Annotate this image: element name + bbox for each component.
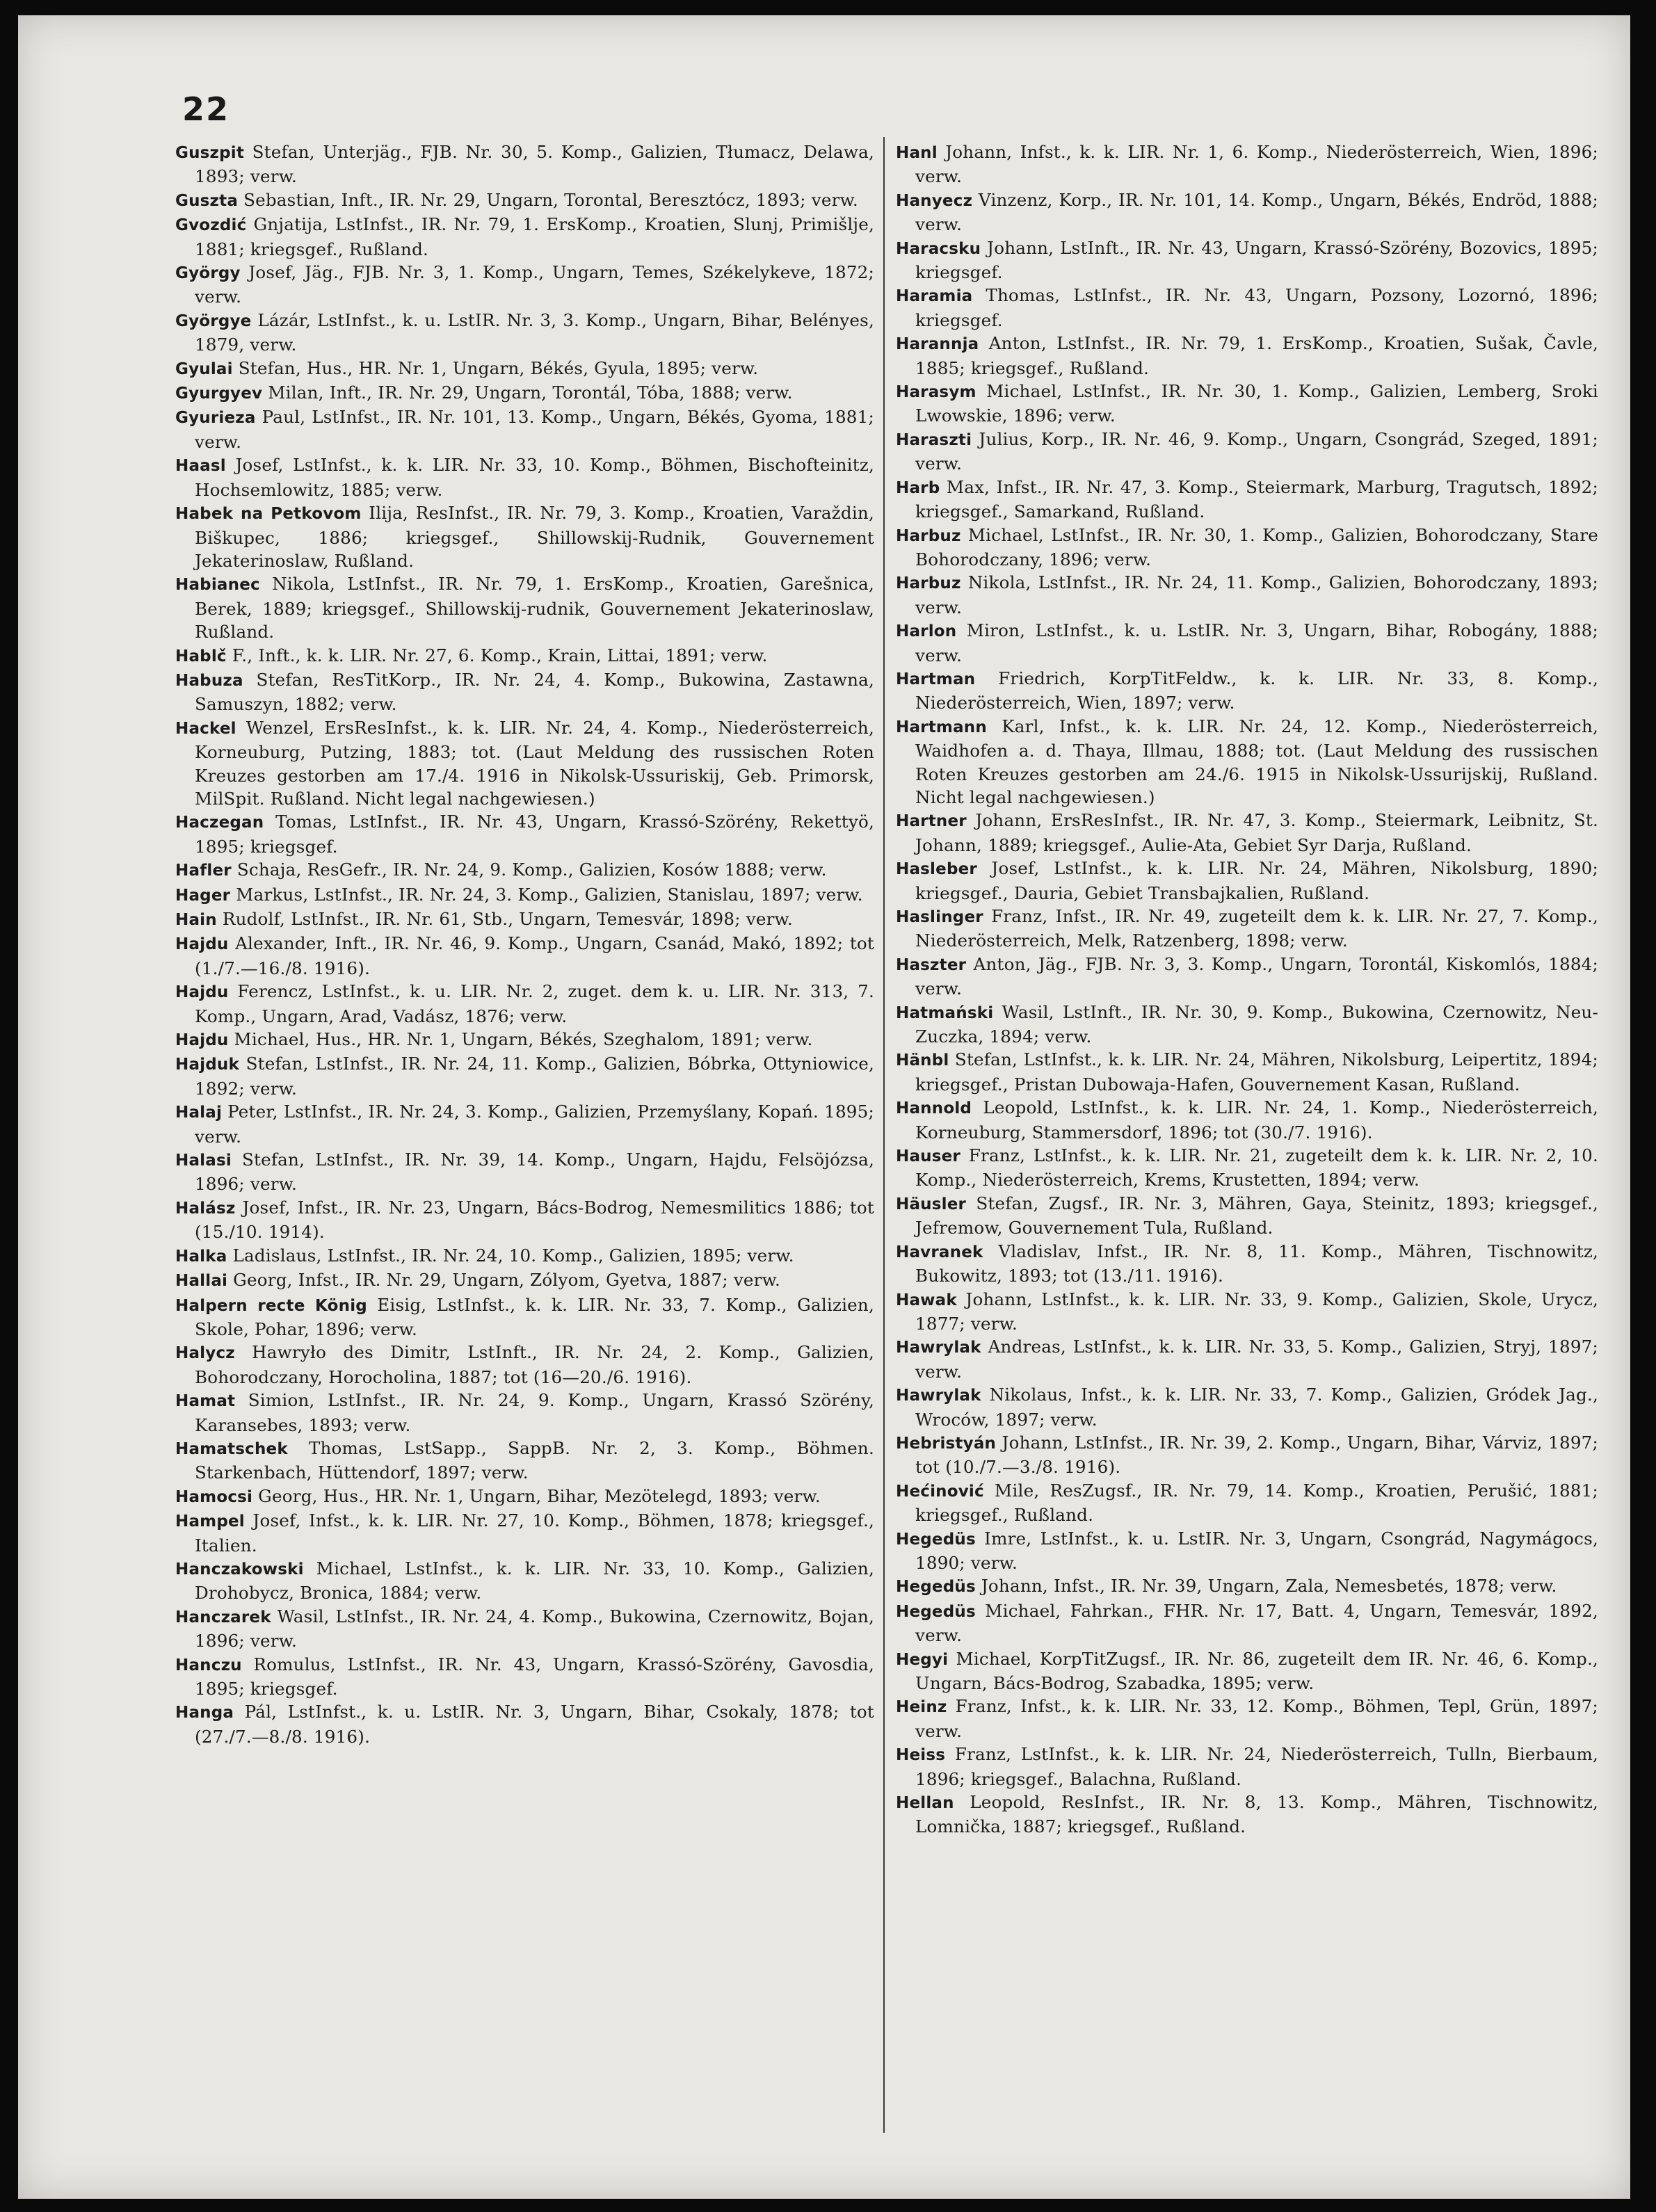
register-entry <box>175 644 874 668</box>
entry-surname: Hauser <box>896 1147 960 1166</box>
entry-details: Markus, LstInfst., IR. Nr. 24, 3. Komp., Galizien, Stanislau, 1897; verw. <box>230 884 863 905</box>
entry-details: Wasil, LstInfst., IR. Nr. 24, 4. Komp., Bukowina, Czernowitz, Bojan, 1896; verw. <box>195 1606 874 1652</box>
entry-surname: Hanyecz <box>896 191 973 210</box>
entry-details: Leopold, ResInfst., IR. Nr. 8, 13. Komp., Mähren, Tischnowitz, Lomnička, 1887; kriegsgef., Rußland. <box>915 1792 1598 1837</box>
register-entry <box>175 1557 874 1605</box>
entry-surname: Hatmański <box>896 1003 994 1022</box>
register-entry <box>896 188 1598 236</box>
entry-surname: Hartman <box>896 670 976 688</box>
entry-surname: Harbuz <box>896 574 961 593</box>
entry-details: Vladislav, Infst., IR. Nr. 8, 11. Komp., Mähren, Tischnowitz, Bukowitz, 1893; tot (13./11. 1916). <box>915 1241 1598 1286</box>
entry-surname: Hajdu <box>175 935 229 954</box>
entry-details: Gnjatija, LstInfst., IR. Nr. 79, 1. ErsKomp., Kroatien, Slunj, Primišlje, 1881; kriegsgef., Rußland. <box>195 214 874 259</box>
register-entry <box>175 1100 874 1148</box>
entry-details: Michael, LstInfst., IR. Nr. 30, 1. Komp., Galizien, Lemberg, Sroki Lwowskie, 1896; verw. <box>915 381 1598 426</box>
entry-details: Johann, Infst., IR. Nr. 39, Ungarn, Zala, Nemesbetés, 1878; verw. <box>975 1576 1557 1597</box>
entry-details: Julius, Korp., IR. Nr. 46, 9. Komp., Ungarn, Csongrád, Szeged, 1891; verw. <box>915 428 1598 474</box>
register-entry <box>896 1431 1598 1479</box>
entry-surname: Guszta <box>175 191 239 210</box>
register-entry <box>175 309 874 357</box>
entry-surname: Hallai <box>175 1272 228 1291</box>
entry-surname: Gyulai <box>175 360 233 378</box>
entry-details: Simion, LstInfst., IR. Nr. 24, 9. Komp., Ungarn, Krassó Szörény, Karansebes, 1893; verw. <box>195 1390 874 1435</box>
register-entry <box>896 1527 1598 1575</box>
entry-surname: Hanga <box>175 1704 234 1722</box>
entry-surname: Hegedüs <box>896 1530 976 1549</box>
entry-surname: Hamat <box>175 1392 236 1411</box>
entry-surname: Haczegan <box>175 814 264 832</box>
entry-surname: Halycz <box>175 1344 235 1363</box>
entry-surname: Hager <box>175 886 231 905</box>
entry-surname: Haracsku <box>896 239 981 258</box>
register-entry <box>175 980 874 1028</box>
register-entry <box>175 1653 874 1701</box>
entry-surname: Haszter <box>896 955 967 974</box>
entry-surname: Hafler <box>175 862 232 880</box>
entry-surname: Hannold <box>896 1099 972 1118</box>
entry-details: Wasil, LstInft., IR. Nr. 30, 9. Komp., Bukowina, Czernowitz, Neu-Zuczka, 1894; verw. <box>915 1001 1598 1047</box>
register-entry <box>896 476 1598 524</box>
entry-details: Paul, LstInfst., IR. Nr. 101, 13. Komp., Ungarn, Békés, Gyoma, 1881; verw. <box>195 407 874 452</box>
entry-details: Anton, LstInfst., IR. Nr. 79, 1. ErsKomp., Kroatien, Sušak, Čavle, 1885; kriegsgef., Rußland. <box>915 333 1598 378</box>
register-entry <box>896 380 1598 428</box>
entry-details: Stefan, LstInfst., IR. Nr. 39, 14. Komp., Ungarn, Hajdu, Felsöjózsa, 1896; verw. <box>195 1149 874 1195</box>
register-entry <box>896 428 1598 476</box>
register-entry <box>896 1048 1598 1096</box>
entry-surname: Harasym <box>896 383 976 402</box>
entry-surname: Hanl <box>896 144 938 162</box>
entry-surname: Hebristyán <box>896 1434 997 1453</box>
register-entry <box>896 619 1598 667</box>
entry-details: Schaja, ResGefr., IR. Nr. 24, 9. Komp., Galizien, Kosów 1888; verw. <box>231 859 827 880</box>
entry-details: Andreas, LstInfst., k. k. LIR. Nr. 33, 5. Komp., Galizien, Stryj, 1897; verw. <box>915 1337 1598 1382</box>
entry-details: Josef, LstInfst., k. k. LIR. Nr. 24, Mähren, Nikolsburg, 1890; kriegsgef., Dauria, Gebiet Transbajkalien, Rußland. <box>915 858 1598 903</box>
entry-surname: Havranek <box>896 1243 983 1261</box>
register-entry <box>175 357 874 381</box>
entry-surname: Hawrylak <box>896 1387 981 1405</box>
register-entry <box>175 261 874 309</box>
entry-surname: Gyurgyev <box>175 385 263 403</box>
entry-details: Milan, Inft., IR. Nr. 29, Ungarn, Torontál, Tóba, 1888; verw. <box>262 382 793 403</box>
entry-details: Josef, Jäg., FJB. Nr. 3, 1. Komp., Ungarn, Temes, Székelykeve, 1872; verw. <box>195 262 874 307</box>
entry-details: Rudolf, LstInfst., IR. Nr. 61, Stb., Ungarn, Temesvár, 1898; verw. <box>216 909 793 929</box>
entry-details: Lázár, LstInfst., k. u. LstIR. Nr. 3, 3. Komp., Ungarn, Bihar, Belényes, 1879, verw. <box>195 309 874 355</box>
register-entry <box>175 381 874 405</box>
entry-surname: Gvozdić <box>175 216 247 235</box>
entry-surname: Haslinger <box>896 908 983 926</box>
register-entry <box>896 1599 1598 1647</box>
entry-details: Stefan, LstInfst., k. k. LIR. Nr. 24, Mähren, Nikolsburg, Leipertitz, 1894; kriegsgef., Pristan Dubowaja-Hafen, Gouvernement Kasan, Rußland. <box>915 1049 1598 1095</box>
entry-details: Michael, LstInfst., IR. Nr. 30, 1. Komp., Galizien, Bohorodczany, Stare Bohorodczany, 1896; verw. <box>915 524 1598 570</box>
register-entry <box>896 1574 1598 1599</box>
entry-surname: Hawak <box>896 1291 957 1309</box>
entry-surname: Halka <box>175 1247 227 1266</box>
register-entry <box>896 332 1598 380</box>
entry-details: Wenzel, ErsResInfst., k. k. LIR. Nr. 24, 4. Komp., Niederösterreich, Korneuburg, Putzing, 1883; tot. (Laut Meldung des russischen Roten Kreuzes gestorben am 17./4. 1916 in Nikolsk-Ussuriskij, Geb. Primorsk, MilSpit. Rußland. Nicht legal nachgewiesen.) <box>195 717 874 809</box>
entry-surname: Gyurieza <box>175 409 256 428</box>
register-entry <box>896 1695 1598 1743</box>
register-entry <box>175 1244 874 1268</box>
entry-details: Johann, LstInfst., k. k. LIR. Nr. 33, 9. Komp., Galizien, Skole, Urycz, 1877; verw. <box>915 1289 1598 1334</box>
entry-surname: György <box>175 264 241 283</box>
register-entry <box>896 571 1598 619</box>
entry-details: Stefan, Zugsf., IR. Nr. 3, Mähren, Gaya, Steinitz, 1893; kriegsgef., Jefremow, Gouvernement Tula, Rußland. <box>915 1193 1598 1238</box>
register-entry <box>896 809 1598 857</box>
entry-surname: Hanczarek <box>175 1608 271 1626</box>
register-entry <box>896 1288 1598 1336</box>
register-entry <box>175 907 874 932</box>
entry-details: Josef, LstInfst., k. k. LIR. Nr. 33, 10. Komp., Böhmen, Bischofteinitz, Hochsemlowitz, 1885; verw. <box>195 455 874 500</box>
register-entry <box>175 188 874 213</box>
book-page <box>18 15 1630 2199</box>
entry-details: Ladislaus, LstInfst., IR. Nr. 24, 10. Komp., Galizien, 1895; verw. <box>227 1245 794 1266</box>
entry-details: Michael, Fahrkan., FHR. Nr. 17, Batt. 4, Ungarn, Temesvár, 1892, verw. <box>915 1600 1598 1646</box>
entry-surname: Hanczakowski <box>175 1560 304 1579</box>
register-entry <box>896 1144 1598 1192</box>
entry-surname: Haramia <box>896 287 973 306</box>
entry-surname: Györgye <box>175 312 252 330</box>
right-column <box>896 140 1598 1839</box>
entry-surname: Hasleber <box>896 860 977 879</box>
entry-details: Franz, LstInfst., k. k. LIR. Nr. 24, Niederösterreich, Tulln, Bierbaum, 1896; kriegsgef., Balachna, Rußland. <box>915 1744 1598 1789</box>
register-entry <box>175 572 874 643</box>
register-entry <box>175 932 874 980</box>
register-entry <box>175 1052 874 1100</box>
register-entry <box>896 1001 1598 1049</box>
register-entry <box>896 1192 1598 1240</box>
entry-surname: Halasi <box>175 1152 232 1170</box>
entry-details: Josef, Infst., k. k. LIR. Nr. 27, 10. Komp., Böhmen, 1878; kriegsgef., Italien. <box>195 1510 874 1556</box>
register-entry <box>896 1383 1598 1431</box>
entry-surname: Haasl <box>175 457 226 476</box>
register-entry <box>175 1605 874 1653</box>
register-entry <box>175 405 874 453</box>
register-entry <box>175 1341 874 1389</box>
entry-surname: Harb <box>896 478 940 497</box>
register-entry <box>896 857 1598 905</box>
entry-surname: Hamatschek <box>175 1439 288 1458</box>
entry-surname: Hackel <box>175 719 236 738</box>
register-entry <box>175 1700 874 1748</box>
register-entry <box>896 1096 1598 1144</box>
register-entry <box>896 1240 1598 1288</box>
entry-surname: Häusler <box>896 1195 967 1213</box>
entry-details: Thomas, LstSapp., SappB. Nr. 2, 3. Komp., Böhmen. Starkenbach, Hüttendorf, 1897; verw. <box>195 1437 874 1483</box>
entry-details: Max, Infst., IR. Nr. 47, 3. Komp., Steiermark, Marburg, Tragutsch, 1892; kriegsgef., Samarkand, Rußland. <box>915 476 1598 522</box>
entry-surname: Hartner <box>896 812 967 831</box>
entry-surname: Harlon <box>896 622 957 641</box>
entry-details: Franz, LstInfst., k. k. LIR. Nr. 21, zugeteilt dem k. k. LIR. Nr. 2, 10. Komp., Niederösterreich, Krems, Krustetten, 1894; verw. <box>915 1145 1598 1190</box>
entry-surname: Hećinović <box>896 1482 984 1501</box>
entry-surname: Hellan <box>896 1794 954 1813</box>
register-entry <box>175 1268 874 1293</box>
register-entry <box>175 1148 874 1196</box>
entry-surname: Habuza <box>175 671 243 690</box>
entry-details: Nikola, LstInfst., IR. Nr. 24, 11. Komp., Galizien, Bohorodczany, 1893; verw. <box>915 572 1598 617</box>
register-entry <box>896 1335 1598 1383</box>
entry-details: Pál, LstInfst., k. u. LstIR. Nr. 3, Ungarn, Bihar, Csokaly, 1878; tot (27./7.—8./8. 1916). <box>195 1702 874 1747</box>
register-entry <box>175 858 874 882</box>
entry-surname: Habek na Petkovom <box>175 505 362 524</box>
entry-details: Michael, Hus., HR. Nr. 1, Ungarn, Békés, Szeghalom, 1891; verw. <box>228 1029 813 1050</box>
entry-details: Friedrich, KorpTitFeldw., k. k. LIR. Nr. 33, 8. Komp., Niederösterreich, Wien, 1897; verw. <box>915 668 1598 713</box>
entry-details: Stefan, Unterjäg., FJB. Nr. 30, 5. Komp., Galizien, Tłumacz, Delawa, 1893; verw. <box>195 142 874 187</box>
entry-surname: Hampel <box>175 1512 245 1531</box>
entry-details: Alexander, Inft., IR. Nr. 46, 9. Komp., Ungarn, Csanád, Makó, 1892; tot (1./7.—16./8. 1916). <box>195 933 874 978</box>
register-entry <box>896 236 1598 284</box>
register-entry <box>175 213 874 261</box>
register-entry <box>896 905 1598 953</box>
entry-details: Georg, Infst., IR. Nr. 29, Ungarn, Zólyom, Gyetva, 1887; verw. <box>227 1270 780 1291</box>
entry-details: Eisig, LstInfst., k. k. LIR. Nr. 33, 7. Komp., Galizien, Skole, Pohar, 1896; verw. <box>195 1294 874 1339</box>
entry-surname: Hawrylak <box>896 1339 981 1357</box>
entry-surname: Habianec <box>175 576 260 595</box>
entry-details: Stefan, ResTitKorp., IR. Nr. 24, 4. Komp., Bukowina, Zastawna, Samuszyn, 1882; verw. <box>195 669 874 715</box>
entry-details: Johann, LstInft., IR. Nr. 43, Ungarn, Krassó-Szörény, Bozovics, 1895; kriegsgef. <box>915 237 1598 283</box>
entry-details: Vinzenz, Korp., IR. Nr. 101, 14. Komp., Ungarn, Békés, Endröd, 1888; verw. <box>915 189 1598 235</box>
column-divider <box>883 137 885 2133</box>
entry-surname: Hajdu <box>175 1031 229 1050</box>
register-entry <box>175 1437 874 1485</box>
entry-details: Franz, Infst., IR. Nr. 49, zugeteilt dem k. k. LIR. Nr. 27, 7. Komp., Niederösterreich, Melk, Ratzenberg, 1898; verw. <box>915 906 1598 951</box>
register-entry <box>175 140 874 188</box>
page-number: 22 <box>182 90 230 128</box>
entry-details: Franz, Infst., k. k. LIR. Nr. 33, 12. Komp., Böhmen, Tepl, Grün, 1897; verw. <box>915 1696 1598 1741</box>
register-entry <box>896 1743 1598 1791</box>
entry-details: Tomas, LstInfst., IR. Nr. 43, Ungarn, Krassó-Szörény, Rekettyö, 1895; kriegsgef. <box>195 812 874 857</box>
entry-surname: Guszpit <box>175 144 245 162</box>
entry-surname: Haraszti <box>896 430 972 449</box>
entry-surname: Hamocsi <box>175 1487 253 1506</box>
entry-details: Thomas, LstInfst., IR. Nr. 43, Ungarn, Pozsony, Lozornó, 1896; kriegsgef. <box>915 285 1598 330</box>
entry-details: Michael, KorpTitZugsf., IR. Nr. 86, zugeteilt dem IR. Nr. 46, 6. Komp., Ungarn, Bács-Bodrog, Szabadka, 1895; verw. <box>915 1648 1598 1693</box>
register-entry <box>896 667 1598 715</box>
entry-details: Sebastian, Inft., IR. Nr. 29, Ungarn, Torontal, Beresztócz, 1893; verw. <box>238 189 858 210</box>
register-entry <box>896 140 1598 188</box>
entry-surname: Hänbl <box>896 1051 949 1070</box>
entry-surname: Heinz <box>896 1698 947 1717</box>
register-entry <box>175 883 874 907</box>
entry-surname: Hanczu <box>175 1656 242 1674</box>
entry-details: Georg, Hus., HR. Nr. 1, Ungarn, Bihar, Mezötelegd, 1893; verw. <box>252 1485 821 1506</box>
entry-surname: Hain <box>175 911 217 929</box>
entry-details: Leopold, LstInfst., k. k. LIR. Nr. 24, 1. Komp., Niederösterreich, Korneuburg, Stammersdorf, 1896; tot (30./7. 1916). <box>915 1097 1598 1143</box>
register-entry <box>175 1028 874 1052</box>
entry-details: Josef, Infst., IR. Nr. 23, Ungarn, Bács-Bodrog, Nemesmilitics 1886; tot (15./10. 1914). <box>195 1197 874 1243</box>
entry-surname: Hablč <box>175 647 227 665</box>
entry-details: Anton, Jäg., FJB. Nr. 3, 3. Komp., Ungarn, Torontál, Kiskomlós, 1884; verw. <box>915 953 1598 999</box>
register-entry <box>175 501 874 572</box>
entry-surname: Harannja <box>896 335 979 354</box>
entry-details: Hawryło des Dimitr, LstInft., IR. Nr. 24, 2. Komp., Galizien, Bohorodczany, Horocholina, 1887; tot (16—20./6. 1916). <box>195 1342 874 1387</box>
entry-surname: Halpern recte König <box>175 1296 367 1315</box>
entry-details: Stefan, LstInfst., IR. Nr. 24, 11. Komp., Galizien, Bóbrka, Ottyniowice, 1892; verw. <box>195 1053 874 1099</box>
register-entry <box>175 810 874 858</box>
entry-surname: Heiss <box>896 1746 946 1765</box>
register-entry <box>896 1647 1598 1695</box>
entry-surname: Halaj <box>175 1104 223 1122</box>
entry-details: Mile, ResZugsf., IR. Nr. 79, 14. Komp., Kroatien, Perušić, 1881; kriegsgef., Rußland. <box>915 1480 1598 1526</box>
entry-surname: Hegedüs <box>896 1578 976 1597</box>
entry-surname: Hegedüs <box>896 1602 976 1621</box>
register-entry <box>175 1196 874 1244</box>
entry-details: Michael, LstInfst., k. k. LIR. Nr. 33, 10. Komp., Galizien, Drohobycz, Bronica, 1884; verw. <box>195 1558 874 1604</box>
register-entry <box>896 953 1598 1001</box>
entry-details: Imre, LstInfst., k. u. LstIR. Nr. 3, Ungarn, Csongrád, Nagymágocs, 1890; verw. <box>915 1528 1598 1573</box>
entry-details: Johann, Infst., k. k. LIR. Nr. 1, 6. Komp., Niederösterreich, Wien, 1896; verw. <box>915 142 1598 187</box>
entry-details: Miron, LstInfst., k. u. LstIR. Nr. 3, Ungarn, Bihar, Robogány, 1888; verw. <box>915 620 1598 665</box>
entry-surname: Hegyi <box>896 1650 949 1669</box>
register-entry <box>896 1479 1598 1527</box>
entry-details: Romulus, LstInfst., IR. Nr. 43, Ungarn, Krassó-Szörény, Gavosdia, 1895; kriegsgef. <box>195 1654 874 1699</box>
entry-surname: Hajduk <box>175 1056 239 1074</box>
entry-details: Ilija, ResInfst., IR. Nr. 79, 3. Komp., Kroatien, Varaždin, Biškupec, 1886; kriegsgef., Shillowskij-Rudnik, Gouvernement Jekaterinoslaw, Rußland. <box>195 503 874 571</box>
entry-details: Ferencz, LstInfst., k. u. LIR. Nr. 2, zuget. dem k. u. LIR. Nr. 313, 7. Komp., Ungarn, Arad, Vadász, 1876; verw. <box>195 981 874 1026</box>
entry-details: Johann, ErsResInfst., IR. Nr. 47, 3. Komp., Steiermark, Leibnitz, St. Johann, 1889; kriegsgef., Aulie-Ata, Gebiet Syr Darja, Rußland. <box>915 810 1598 855</box>
entry-details: Johann, LstInfst., IR. Nr. 39, 2. Komp., Ungarn, Bihar, Várviz, 1897; tot (10./7.—3./8. 1916). <box>915 1432 1598 1478</box>
register-entry <box>175 1293 874 1341</box>
entry-surname: Halász <box>175 1199 236 1218</box>
entry-surname: Hajdu <box>175 983 229 1002</box>
entry-details: Karl, Infst., k. k. LIR. Nr. 24, 12. Komp., Niederösterreich, Waidhofen a. d. Thaya, Illmau, 1888; tot. (Laut Meldung des russischen Roten Kreuzes gestorben am 24./6. 1915 in Nikolsk-Ussurijskij, Rußland. Nicht legal nachgewiesen.) <box>915 716 1598 807</box>
entry-surname: Harbuz <box>896 526 961 545</box>
entry-details: F., Inft., k. k. LIR. Nr. 27, 6. Komp., Krain, Littai, 1891; verw. <box>226 645 768 665</box>
register-entry <box>896 1791 1598 1839</box>
register-entry <box>175 1485 874 1509</box>
entry-details: Nikolaus, Infst., k. k. LIR. Nr. 33, 7. Komp., Galizien, Gródek Jag., Wroców, 1897; verw. <box>915 1384 1598 1430</box>
entry-surname: Hartmann <box>896 718 987 736</box>
register-entry <box>896 284 1598 332</box>
register-entry <box>175 1389 874 1437</box>
register-entry <box>175 453 874 501</box>
entry-details: Nikola, LstInfst., IR. Nr. 79, 1. ErsKomp., Kroatien, Garešnica, Berek, 1889; kriegsgef., Shillowskij-rudnik, Gouvernement Jekaterinoslaw, Rußland. <box>195 574 874 643</box>
entry-details: Stefan, Hus., HR. Nr. 1, Ungarn, Békés, Gyula, 1895; verw. <box>232 357 759 378</box>
register-entry <box>175 1509 874 1557</box>
entry-details: Peter, LstInfst., IR. Nr. 24, 3. Komp., Galizien, Przemyślany, Kopań. 1895; verw. <box>195 1101 874 1147</box>
register-entry <box>896 715 1598 809</box>
left-column <box>175 140 874 1748</box>
register-entry <box>175 668 874 716</box>
register-entry <box>896 524 1598 572</box>
register-entry <box>175 716 874 811</box>
